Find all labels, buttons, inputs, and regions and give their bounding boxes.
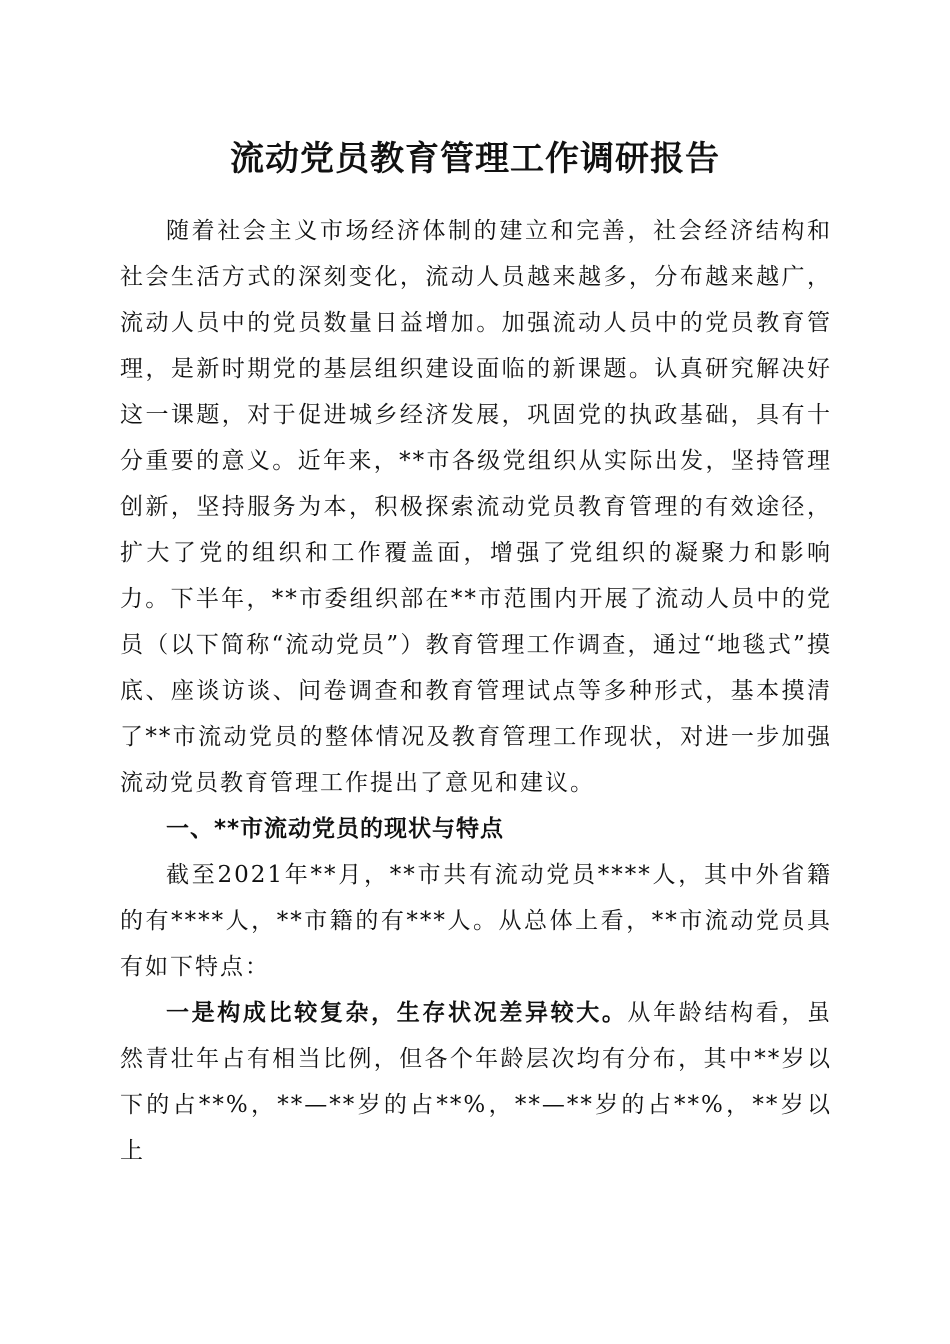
document-body	[120, 208, 832, 1174]
intro-paragraph: 随着社会主义市场经济体制的建立和完善，社会经济结构和社会生活方式的深刻变化，流动人员越来越多，分布越来越广，流动人员中的党员数量日益增加。加强流动人员中的党员教育管理，是新时期党的基层组织建设面临的新课题。认真研究解决好这一课题，对于促进城乡经济发展，巩固党的执政基础，具有十分重要的意义。近年来，**市各级党组织从实际出发，坚持管理创新，坚持服务为本，积极探索流动党员教育管理的有效途径，扩大了党的组织和工作覆盖面，增强了党组织的凝聚力和影响力。下半年，**市委组织部在**市范围内开展了流动人员中的党员（以下简称“流动党员”）教育管理工作调查，通过“地毯式”摸底、座谈访谈、问卷调查和教育管理试点等多种形式，基本摸清了**市流动党员的整体情况及教育管理工作现状，对进一步加强流动党员教育管理工作提出了意见和建议。	[120, 218, 832, 796]
point-text: 从年龄结构看，虽然青壮年占有相当比例，但各个年龄层次均有分布，其中**岁以下的占**%，**—**岁的占**%，**—**岁的占**%，**岁以上	[120, 1000, 833, 1164]
section-paragraph: 截至2021年**月，**市共有流动党员****人，其中外省籍的有****人，**市籍的有***人。从总体上看，**市流动党员具有如下特点：	[120, 862, 832, 980]
point-lead: 一是构成比较复杂，生存状况差异较大。	[166, 999, 628, 1026]
document-title: 流动党员教育管理工作调研报告	[230, 139, 720, 179]
section-heading: 一、**市流动党员的现状与特点	[166, 816, 505, 842]
point-paragraph	[120, 990, 832, 1174]
